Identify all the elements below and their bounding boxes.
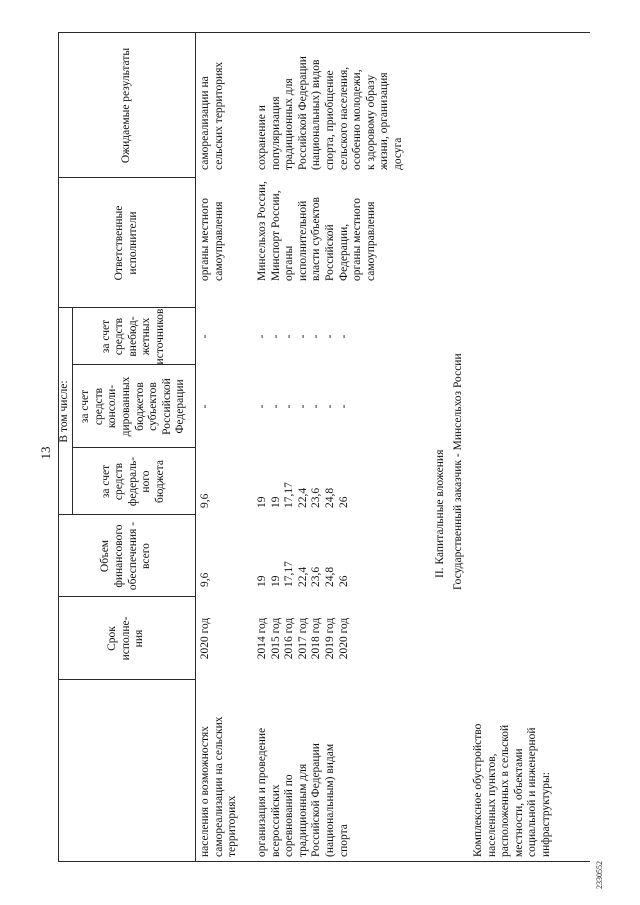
header-term: Срок исполне- ния [106, 616, 146, 661]
cell-total: 24,8 [324, 566, 336, 587]
cell-year: 2020 год [199, 617, 211, 660]
cell-federal: 9,6 [199, 493, 211, 508]
cell-year: 2016 год [283, 617, 296, 660]
cell-regional: - [283, 404, 296, 409]
footer-code: 2330552 [595, 861, 604, 889]
cell-year: 2014 год [256, 617, 268, 660]
row-results: самореализации на сельских территориях [199, 61, 225, 170]
cell-regional: - [310, 404, 323, 409]
cell-federal: 19 [256, 496, 268, 508]
cell-extrabudgetary: - [310, 334, 323, 339]
cell-extrabudgetary: - [283, 334, 296, 339]
cell-federal: 22,4 [296, 487, 309, 508]
header-extrabudgetary: за счет средств внебюд- жетных источников [99, 308, 166, 365]
cell-regional: - [324, 404, 336, 409]
cell-regional: - [269, 404, 282, 409]
row-executors: органы местного самоуправления [199, 198, 225, 281]
row-name: населения о возможностях самореализации на сельских территориях [199, 716, 239, 857]
cell-federal: 23,6 [310, 487, 323, 508]
cell-federal: 24,8 [324, 487, 336, 508]
cell-federal: 26 [337, 496, 350, 508]
cell-year: 2015 год [269, 617, 282, 660]
section-title: II. Капитальные вложения [434, 449, 446, 578]
cell-year: 2020 год [337, 617, 350, 660]
row-executors: Минсельхоз России, Минспорт России, органы исполнительной власти субъектов Российской Федерации, органы местного самоуправления [256, 181, 377, 281]
cell-regional: - [199, 404, 211, 409]
cell-extrabudgetary: - [324, 334, 336, 339]
cell-total: 23,6 [310, 566, 323, 587]
header-executors: Ответственные исполнители [112, 205, 139, 281]
cell-total: 17,17 [283, 561, 296, 587]
table-header-bottom [195, 32, 196, 862]
cell-year: 2019 год [324, 617, 336, 660]
row-results: сохранение и популяризация традиционных для Российской Федерации (национальных) видов спорта, приобщение сельского населения, особенно молодежи, к здоровому образу жизни, организация досуга [256, 56, 404, 170]
cell-total: 19 [269, 575, 282, 587]
cell-regional: - [296, 404, 309, 409]
row-name: организация и проведение всероссийских соревнований по традиционным для Российской Федерации (национальным) видам спорта [256, 727, 350, 857]
header-results: Ожидаемые результаты [119, 47, 132, 164]
cell-extrabudgetary: - [269, 334, 282, 339]
cell-extrabudgetary: - [199, 334, 211, 339]
header-including: В том числе: [58, 380, 71, 443]
cell-total: 26 [337, 575, 350, 587]
cell-total: 19 [256, 575, 268, 587]
cell-federal: 19 [269, 496, 282, 508]
cell-federal: 17,17 [283, 482, 296, 508]
section-customer: Государственный заказчик - Минсельхоз России [452, 353, 464, 590]
header-regional: за счет средств консоли- дированных бюджетов субъектов Российской Федерации [79, 376, 187, 437]
cell-extrabudgetary: - [337, 334, 350, 339]
cell-total: 9,6 [199, 572, 211, 587]
header-federal: за счет средств федераль- ного бюджета [99, 456, 166, 507]
page-number: 13 [38, 446, 53, 460]
cell-regional: - [256, 404, 268, 409]
cell-extrabudgetary: - [256, 334, 268, 339]
cell-regional: - [337, 404, 350, 409]
subsection-title: Комплексное обустройство населенных пунктов, расположенных в сельской местности, объектами социальной и инженерной инфраструктуры: [472, 723, 552, 857]
header-total: Объем финансового обеспечения - всего [99, 521, 153, 591]
cell-year: 2017 год [296, 617, 309, 660]
cell-total: 22,4 [296, 566, 309, 587]
cell-year: 2018 год [310, 617, 323, 660]
cell-extrabudgetary: - [296, 334, 309, 339]
